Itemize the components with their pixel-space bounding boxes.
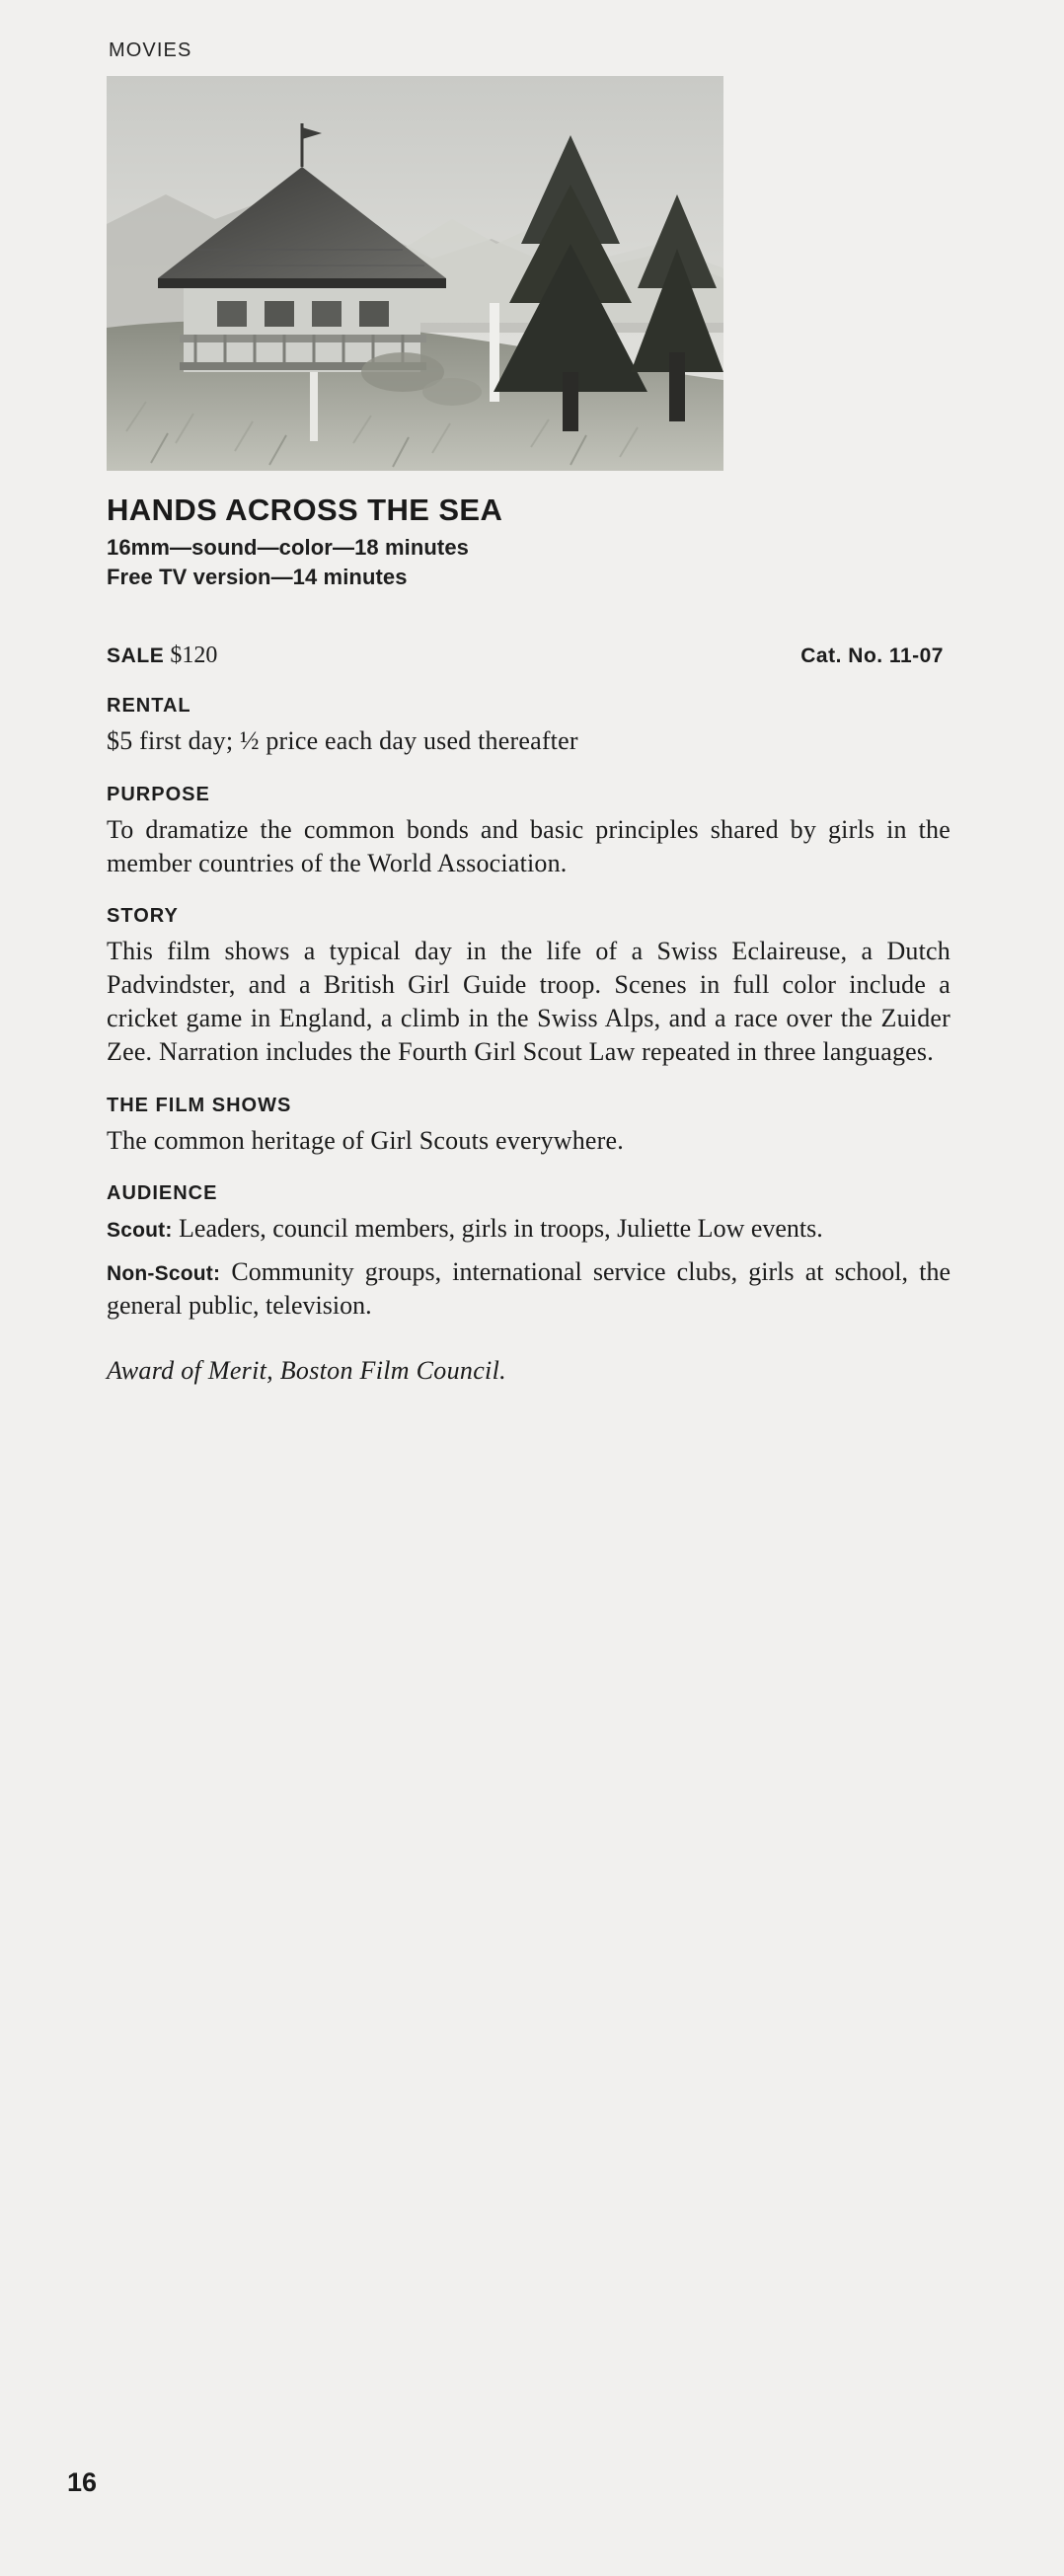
- section-audience: [107, 1182, 955, 1322]
- sale-label: SALE: [107, 644, 165, 667]
- photo-artwork: [107, 76, 723, 471]
- running-head: MOVIES: [109, 39, 192, 61]
- format-line: 16mm—sound—color—18 minutes: [107, 535, 469, 560]
- page-content: [107, 39, 955, 1386]
- sale-block: [107, 643, 217, 669]
- purpose-text: To dramatize the common bonds and basic principles shared by girls in the member countries of the World Association.: [107, 814, 950, 877]
- film-shows-heading: THE FILM SHOWS: [107, 1094, 292, 1116]
- audience-nonscout-line: [107, 1255, 950, 1323]
- rental-text: $5 first day; ½ price each day used thereafter: [107, 726, 578, 755]
- audience-scout-label: Scout:: [107, 1219, 173, 1243]
- audience-nonscout-label: Non-Scout:: [107, 1262, 221, 1286]
- page-number: 16: [67, 2467, 98, 2497]
- price-row: [107, 643, 950, 669]
- section-rental: [107, 695, 955, 758]
- audience-nonscout-text: Community groups, international service clubs, girls at school, the general public, television.: [107, 1257, 950, 1320]
- chalet-on-hillside-photo: [107, 76, 723, 471]
- catalog-number: Cat. No. 11-07: [800, 644, 944, 667]
- audience-heading: AUDIENCE: [107, 1182, 218, 1205]
- audience-scout-text: Leaders, council members, girls in troops, Juliette Low events.: [172, 1214, 823, 1244]
- purpose-heading: PURPOSE: [107, 783, 210, 805]
- award-note: Award of Merit, Boston Film Council.: [107, 1355, 506, 1385]
- section-film-shows: [107, 1095, 955, 1158]
- film-shows-text: The common heritage of Girl Scouts everywhere.: [107, 1125, 624, 1155]
- section-purpose: [107, 784, 955, 880]
- tv-version-line: Free TV version—14 minutes: [107, 565, 408, 589]
- story-heading: STORY: [107, 905, 179, 928]
- page-title: HANDS ACROSS THE SEA: [107, 492, 503, 527]
- section-story: [107, 905, 955, 1068]
- sale-price: $120: [170, 643, 218, 668]
- audience-scout-line: [107, 1212, 950, 1246]
- story-text: This film shows a typical day in the life of a Swiss Eclaireuse, a Dutch Padvindster, and a British Girl Guide troop. Scenes in full color include a cricket game in England, a climb in the Swiss Alps, and a race over the Zuider Zee. Narration includes the Fourth Girl Scout Law repeated in three languages.: [107, 937, 950, 1066]
- rental-heading: RENTAL: [107, 695, 191, 717]
